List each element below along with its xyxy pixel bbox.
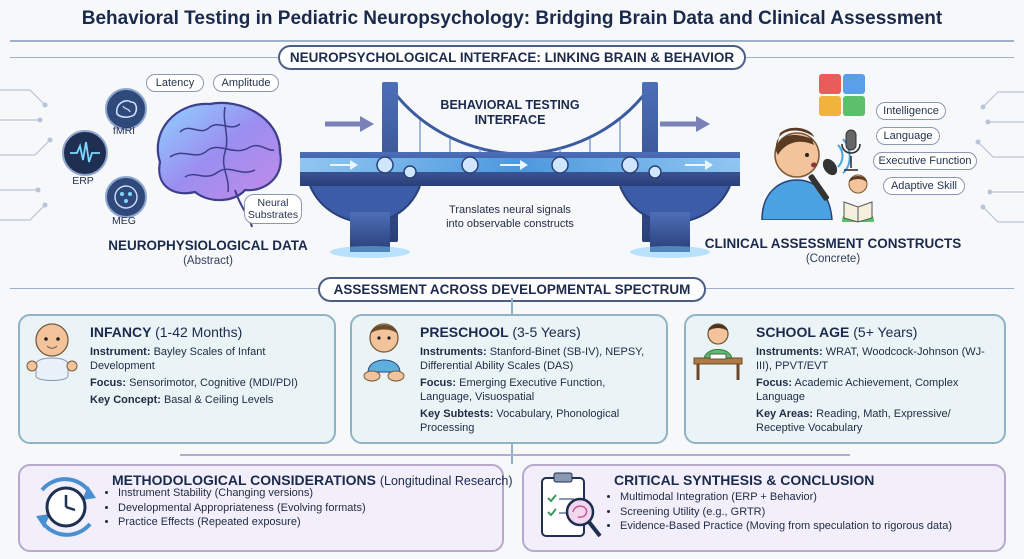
instruments-value: Stanford-Binet (SB-IV), NEPSY, Differential Ability Scales (DAS) — [420, 346, 645, 372]
infancy-focus — [90, 377, 328, 391]
interface-banner: NEUROPSYCHOLOGICAL INTERFACE: LINKING BRAIN & BEHAVIOR — [278, 45, 746, 70]
bridge-icon — [290, 62, 750, 262]
instrument-value: Bayley Scales of Infant Development — [90, 346, 266, 372]
key-concept-value: Basal & Ceiling Levels — [163, 394, 274, 406]
bridge-caption: Translates neural signals into observable constructs — [446, 204, 574, 230]
connector — [180, 454, 850, 456]
infancy-heading — [90, 324, 242, 340]
page-title: Behavioral Testing in Pediatric Neuropsychology: Bridging Brain Data and Clinical Assessment — [81, 8, 943, 29]
school-age-title: SCHOOL AGE — [756, 324, 850, 340]
methods-title: METHODOLOGICAL CONSIDERATIONS — [112, 472, 376, 488]
key-concept-key: Key Concept: — [90, 394, 161, 406]
key-areas-key: Key Areas: — [756, 408, 814, 420]
key-subtests-key: Key Subtests: — [420, 408, 494, 420]
left-circuit-lines — [0, 60, 60, 240]
synthesis-heading: CRITICAL SYNTHESIS & CONCLUSION — [614, 472, 875, 488]
executive-function-pill: Executive Function — [873, 152, 977, 170]
synthesis-bullet: • Multimodal Integration (ERP + Behavior) — [620, 490, 1020, 505]
methods-bullet: • Developmental Appropriateness (Evolving formats) — [118, 501, 508, 516]
infancy-key-concept — [90, 394, 328, 408]
latency-pill: Latency — [146, 74, 204, 92]
neural-substrates-label: Neural Substrates — [244, 194, 302, 224]
methods-bullet: • Instrument Stability (Changing versions) — [118, 486, 508, 501]
preschool-key-subtests — [420, 408, 660, 435]
clinical-constructs-heading: CLINICAL ASSESSMENT CONSTRUCTS — [704, 236, 962, 251]
baby-icon — [26, 320, 78, 382]
focus-value: Sensorimotor, Cognitive (MDI/PDI) — [129, 377, 298, 389]
school-age-key-areas — [756, 408, 1000, 435]
focus-key: Focus: — [420, 377, 457, 389]
erp-icon — [62, 130, 108, 176]
infancy-instrument — [90, 346, 328, 373]
intelligence-pill: Intelligence — [876, 102, 946, 120]
clock-cycle-icon — [30, 470, 102, 544]
neuro-data-sub: (Abstract) — [183, 255, 233, 267]
focus-value: Academic Achievement, Complex Language — [756, 377, 959, 403]
adaptive-skill-pill: Adaptive Skill — [883, 177, 965, 195]
key-subtests-value: Vocabulary, Phonological Processing — [420, 408, 620, 434]
amplitude-pill: Amplitude — [213, 74, 279, 92]
focus-value: Emerging Executive Function, Language, Visuospatial — [420, 377, 606, 403]
focus-key: Focus: — [90, 377, 127, 389]
preschool-title: PRESCHOOL — [420, 324, 509, 340]
developmental-banner: ASSESSMENT ACROSS DEVELOPMENTAL SPECTRUM — [318, 277, 706, 302]
instruments-key: Instruments: — [756, 346, 823, 358]
synthesis-bullet: • Screening Utility (e.g., GRTR) — [620, 505, 1020, 520]
title-divider — [10, 40, 1014, 42]
preschool-instruments — [420, 346, 660, 373]
school-age-heading — [756, 324, 917, 340]
connector — [511, 298, 513, 314]
synthesis-list — [602, 490, 1020, 534]
instrument-key: Instrument: — [90, 346, 151, 358]
methods-list — [100, 486, 508, 530]
bridge-title: BEHAVIORAL TESTING INTERFACE — [440, 98, 580, 127]
instruments-value: WRAT, Woodcock-Johnson (WJ-III), PPVT/EVT — [756, 346, 985, 372]
student-desk-icon — [690, 320, 746, 382]
preschool-range: (3-5 Years) — [512, 324, 581, 340]
clipboard-magnifier-icon — [536, 470, 606, 546]
child-reading-icon — [838, 172, 878, 224]
fmri-label: fMRI — [112, 125, 136, 137]
language-pill: Language — [876, 127, 940, 145]
key-areas-value: Reading, Math, Expressive/ Receptive Vocabulary — [756, 408, 951, 434]
meg-label: MEG — [112, 215, 136, 227]
infancy-title: INFANCY — [90, 324, 152, 340]
synthesis-bullet: • Evidence-Based Practice (Moving from speculation to rigorous data) — [620, 519, 1020, 534]
school-age-range: (5+ Years) — [853, 324, 918, 340]
methods-bullet: • Practice Effects (Repeated exposure) — [118, 515, 508, 530]
focus-key: Focus: — [756, 377, 793, 389]
toddler-icon — [356, 320, 412, 382]
preschool-heading — [420, 324, 581, 340]
erp-label: ERP — [72, 175, 94, 187]
instruments-key: Instruments: — [420, 346, 487, 358]
school-age-instruments — [756, 346, 1000, 373]
right-circuit-lines — [968, 62, 1024, 242]
clinical-constructs-sub: (Concrete) — [805, 253, 861, 265]
school-age-focus — [756, 377, 1000, 404]
infancy-range: (1-42 Months) — [155, 324, 243, 340]
neuro-data-heading: NEUROPHYSIOLOGICAL DATA — [108, 238, 308, 253]
methods-note: (Longitudinal Research) — [379, 474, 513, 488]
microphone-icon — [836, 128, 866, 174]
preschool-focus — [420, 377, 660, 404]
